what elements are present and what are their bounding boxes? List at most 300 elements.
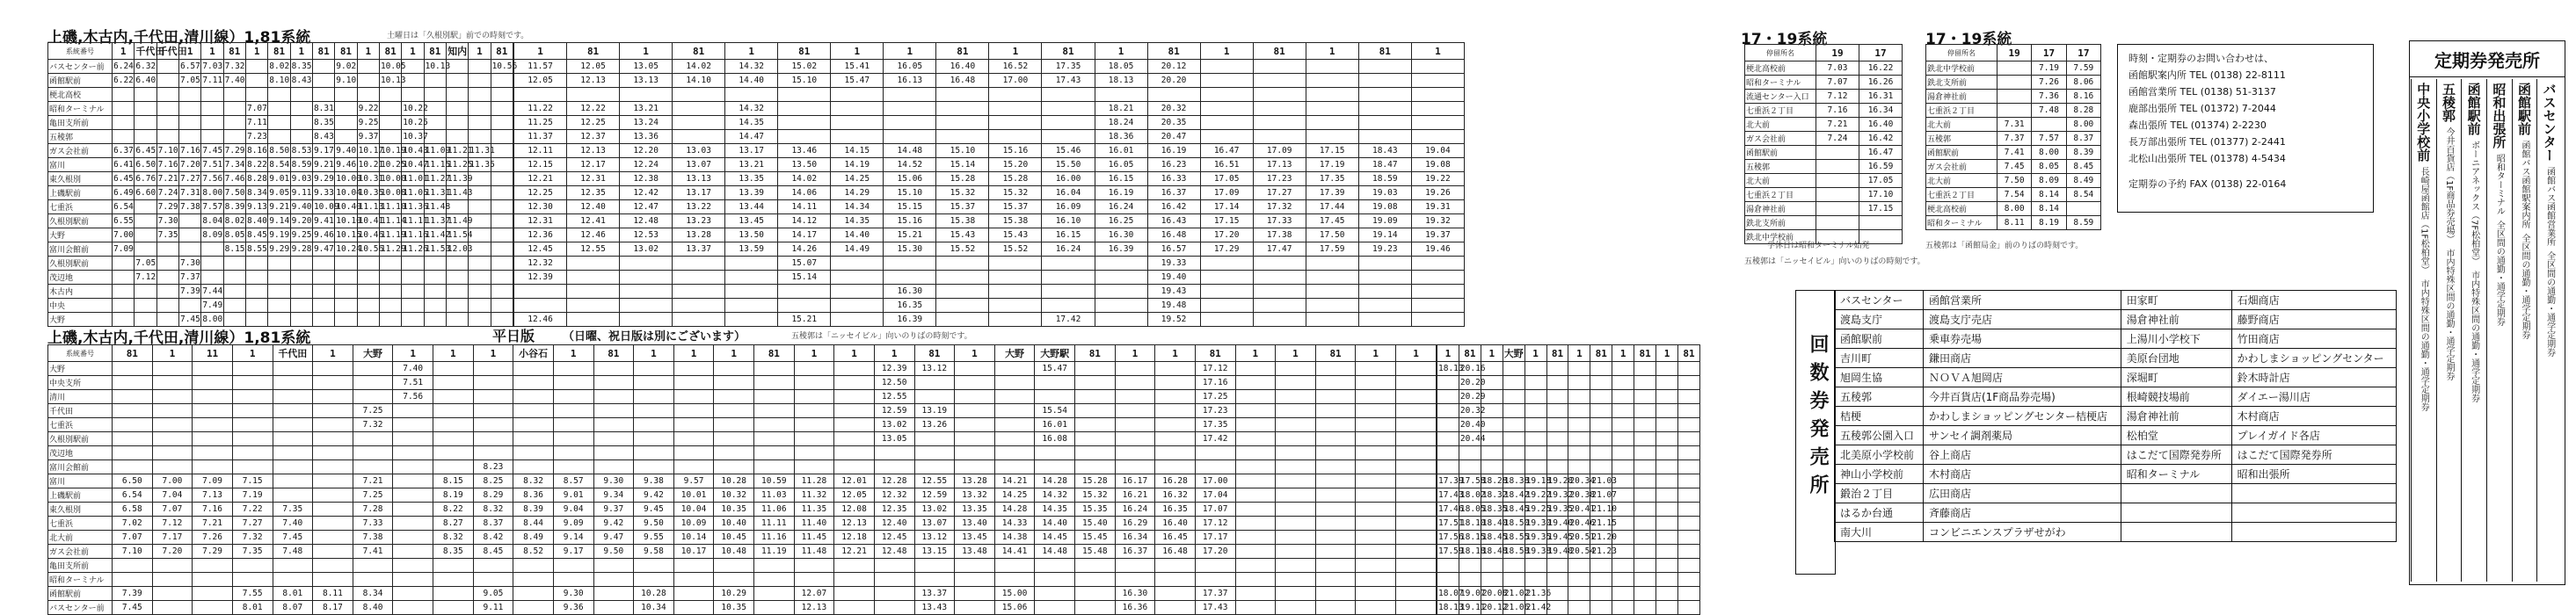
route-header: 千代田 (135, 43, 156, 60)
departure-time: 17.39 (1306, 186, 1358, 200)
departure-time: 11.15 (424, 158, 446, 172)
departure-time (955, 390, 995, 404)
departure-time: 18.47 (1358, 158, 1411, 172)
departure-time (1546, 362, 1568, 376)
departure-time (223, 285, 245, 299)
departure-time (714, 460, 754, 474)
departure-time (402, 299, 424, 313)
departure-time: 13.37 (673, 242, 725, 257)
departure-time: 16.34 (1859, 104, 1903, 118)
route-header: 81 (778, 43, 831, 60)
departure-time (1503, 404, 1524, 418)
departure-time: 7.21 (193, 517, 233, 531)
departure-time: 10.28 (634, 587, 674, 601)
seller-row (1835, 310, 2397, 329)
route-header: 1 (1568, 345, 1590, 362)
route-header: 1 (1396, 345, 1437, 362)
departure-time (1634, 559, 1656, 573)
departure-time (152, 418, 193, 432)
departure-time: 11.21 (446, 144, 468, 158)
seller-name: 乗車券売場 (1923, 329, 2121, 349)
departure-time (634, 418, 674, 432)
departure-time: 7.30 (178, 257, 200, 271)
departure-time (673, 362, 714, 376)
departure-time (620, 271, 673, 285)
departure-time: 9.58 (634, 545, 674, 559)
departure-time: 8.00 (201, 313, 223, 327)
departure-time: 8.40 (353, 601, 393, 615)
route-header: 1 (1524, 345, 1546, 362)
departure-time (113, 362, 153, 376)
departure-time: 15.37 (989, 200, 1042, 214)
departure-time: 12.46 (567, 228, 620, 242)
route-header: 1 (1656, 345, 1678, 362)
departure-time (152, 446, 193, 460)
departure-time (989, 102, 1042, 116)
departure-time: 9.57 (673, 474, 714, 488)
departure-time: 10.00 (335, 172, 357, 186)
departure-time (433, 418, 474, 432)
departure-time (313, 432, 353, 446)
departure-time: 16.33 (1147, 172, 1200, 186)
route-header: 1 (357, 43, 379, 60)
departure-time (1437, 573, 1459, 587)
departure-time: 19.32 (1411, 214, 1464, 228)
departure-time (1612, 601, 1634, 615)
departure-time: 16.24 (1042, 242, 1095, 257)
departure-time (1035, 573, 1075, 587)
departure-time (1235, 446, 1276, 460)
stop-name: 七重浜 (48, 200, 113, 214)
departure-time: 15.47 (831, 74, 884, 88)
departure-time (884, 271, 936, 285)
departure-time: 11.03 (754, 488, 795, 503)
departure-time: 18.50 (1503, 517, 1524, 531)
departure-time (1356, 446, 1396, 460)
table-row (48, 601, 1437, 615)
departure-time: 7.48 (2032, 104, 2066, 118)
departure-time (113, 130, 135, 144)
stop-name: 東久根別 (48, 172, 113, 186)
departure-time (1358, 74, 1411, 88)
table-row (48, 432, 1437, 446)
departure-time: 14.41 (994, 545, 1035, 559)
departure-time (135, 242, 156, 257)
stop-name: 函館駅前 (1926, 146, 1997, 160)
departure-time (1315, 573, 1356, 587)
departure-time: 17.39 (1437, 474, 1459, 488)
departure-time (1396, 531, 1437, 545)
departure-time: 18.18 (1459, 545, 1481, 559)
table-row (1437, 503, 1700, 517)
departure-time: 14.02 (673, 60, 725, 74)
departure-time: 15.52 (989, 242, 1042, 257)
departure-time (1235, 404, 1276, 418)
departure-time: 7.29 (156, 200, 178, 214)
departure-time: 20.12 (1481, 601, 1503, 615)
departure-time: 9.11 (290, 186, 312, 200)
departure-time (1634, 587, 1656, 601)
lower-left-weekday-label: 平日版 (492, 328, 535, 344)
departure-time (273, 488, 313, 503)
departure-time (379, 88, 401, 102)
route-header: 81 (491, 43, 513, 60)
table-row (48, 587, 1437, 601)
route-header: 小谷石 (513, 345, 554, 362)
departure-time (113, 404, 153, 418)
departure-time (955, 362, 995, 376)
departure-time: 14.17 (778, 228, 831, 242)
departure-time: 12.31 (514, 214, 567, 228)
departure-time (232, 446, 273, 460)
departure-time: 12.13 (834, 517, 875, 531)
departure-time (223, 88, 245, 102)
departure-time: 16.42 (1859, 132, 1903, 146)
departure-time (268, 299, 290, 313)
departure-time (1155, 404, 1196, 418)
departure-time (634, 559, 674, 573)
departure-time (1524, 573, 1546, 587)
route-header: 81 (424, 43, 446, 60)
table-row (48, 362, 1437, 376)
departure-time: 10.13 (379, 74, 401, 88)
departure-time: 8.35 (290, 60, 312, 74)
departure-time: 16.31 (1859, 90, 1903, 104)
departure-time (1997, 104, 2032, 118)
departure-time (393, 517, 433, 531)
departure-time: 18.24 (1095, 116, 1147, 130)
departure-time (193, 362, 233, 376)
departure-time: 12.38 (620, 172, 673, 186)
table-row (48, 60, 513, 74)
departure-time: 11.35 (794, 503, 834, 517)
departure-time (1235, 573, 1276, 587)
departure-time (1677, 517, 1699, 531)
departure-time: 19.22 (1524, 488, 1546, 503)
departure-time: 10.25 (402, 116, 424, 130)
departure-time (1356, 418, 1396, 432)
stop-name: 北大前 (1745, 174, 1816, 188)
departure-time (567, 88, 620, 102)
departure-time: 17.05 (1200, 172, 1253, 186)
departure-time (335, 299, 357, 313)
departure-time: 16.52 (989, 60, 1042, 74)
departure-time (393, 460, 433, 474)
table-row (514, 186, 1465, 200)
departure-time (714, 362, 754, 376)
departure-time (1115, 460, 1155, 474)
departure-time: 16.22 (1859, 62, 1903, 76)
departure-time: 11.32 (794, 488, 834, 503)
departure-time (1195, 573, 1235, 587)
departure-time (1656, 517, 1678, 531)
route-header: 千代田 (273, 345, 313, 362)
departure-time: 16.30 (1095, 228, 1147, 242)
departure-time: 10.17 (357, 144, 379, 158)
departure-time (1437, 460, 1459, 474)
departure-time (433, 432, 474, 446)
seller-location: はこだて国際発券所 (2121, 445, 2231, 465)
departure-time (1315, 531, 1356, 545)
departure-time: 20.47 (1147, 130, 1200, 144)
departure-time (1656, 418, 1678, 432)
seller-location: 深堀町 (2121, 368, 2231, 387)
departure-time (113, 573, 153, 587)
departure-time (335, 271, 357, 285)
seller-row (1835, 368, 2397, 387)
departure-time (491, 172, 513, 186)
departure-time (1568, 446, 1590, 460)
departure-time (1358, 102, 1411, 116)
table-row (1437, 474, 1700, 488)
departure-time: 18.35 (1481, 503, 1503, 517)
table-row (514, 271, 1465, 285)
table-row (48, 376, 1437, 390)
departure-time (1590, 418, 1612, 432)
departure-time (1677, 404, 1699, 418)
departure-time: 15.00 (994, 587, 1035, 601)
departure-time (1568, 601, 1590, 615)
departure-time: 16.30 (884, 285, 936, 299)
route-header: 1 (1306, 43, 1358, 60)
departure-time: 11.36 (402, 200, 424, 214)
departure-time: 9.42 (593, 517, 634, 531)
table-row (514, 88, 1465, 102)
departure-time (936, 299, 989, 313)
departure-time (491, 299, 513, 313)
departure-time (673, 116, 725, 130)
departure-time (491, 186, 513, 200)
departure-time (1253, 285, 1306, 299)
seller-name: はこだて国際発券所 (2231, 445, 2396, 465)
departure-time (353, 362, 393, 376)
departure-time (989, 299, 1042, 313)
departure-time: 17.43 (1437, 488, 1459, 503)
departure-time: 7.25 (353, 404, 393, 418)
departure-time: 17.42 (1195, 432, 1235, 446)
departure-time (152, 362, 193, 376)
departure-time: 9.46 (335, 158, 357, 172)
departure-time (469, 60, 491, 74)
departure-time (402, 88, 424, 102)
departure-time (834, 587, 875, 601)
departure-time (1235, 503, 1276, 517)
departure-time (491, 130, 513, 144)
departure-time (1315, 460, 1356, 474)
table-row (48, 299, 513, 313)
departure-time (1276, 559, 1316, 573)
departure-time: 19.38 (1524, 545, 1546, 559)
departure-time (193, 601, 233, 615)
departure-time (193, 446, 233, 460)
departure-time: 15.47 (1035, 362, 1075, 376)
departure-time (491, 74, 513, 88)
departure-time: 9.30 (553, 587, 593, 601)
departure-time (1546, 432, 1568, 446)
departure-time: 10.22 (402, 102, 424, 116)
departure-time (193, 376, 233, 390)
departure-time (273, 376, 313, 390)
departure-time: 10.01 (673, 488, 714, 503)
departure-time (834, 460, 875, 474)
departure-time: 20.44 (1459, 432, 1481, 446)
departure-time (446, 74, 468, 88)
contact-line: 森出張所 TEL (01374) 2-2230 (2128, 119, 2267, 131)
departure-time: 12.35 (874, 503, 914, 517)
departure-time: 20.08 (1481, 587, 1503, 601)
departure-time: 15.37 (936, 200, 989, 214)
coupon-vertical-title: 回数券発売所 (1807, 334, 1829, 503)
departure-time: 12.39 (514, 271, 567, 285)
departure-time (1612, 446, 1634, 460)
departure-time: 12.40 (567, 200, 620, 214)
departure-time (1195, 460, 1235, 474)
departure-time: 20.51 (1568, 531, 1590, 545)
departure-time: 12.15 (514, 158, 567, 172)
departure-time: 18.59 (1358, 172, 1411, 186)
pass-seller-column (2512, 79, 2537, 582)
seller-location: 湯倉神社前 (2121, 407, 2231, 426)
departure-time (1634, 404, 1656, 418)
route17-right-note: 五稜郭は「函館局金」前のりばの時刻です。 (1925, 242, 2084, 250)
table-row (48, 488, 1437, 503)
departure-time (1276, 376, 1316, 390)
route-header: 1 (514, 43, 567, 60)
stop-name: 亀田支所前 (48, 116, 113, 130)
route-header: 1 (1115, 345, 1155, 362)
departure-time: 17.12 (1195, 362, 1235, 376)
route-header: 81 (223, 43, 245, 60)
departure-time: 16.39 (1095, 242, 1147, 257)
table-row (1926, 146, 2101, 160)
route-header: 1 (874, 345, 914, 362)
departure-time (1816, 202, 1859, 216)
departure-time: 9.09 (553, 517, 593, 531)
departure-time: 12.59 (874, 404, 914, 418)
departure-time: 11.35 (469, 158, 491, 172)
stop-name: 北大前 (48, 531, 113, 545)
departure-time: 7.56 (393, 390, 433, 404)
departure-time (884, 102, 936, 116)
seller-name: 谷上商店 (1923, 445, 2121, 465)
departure-time (379, 313, 401, 327)
departure-time: 9.19 (268, 228, 290, 242)
departure-time: 8.11 (313, 587, 353, 601)
departure-time (1503, 573, 1524, 587)
departure-time (1253, 313, 1306, 327)
departure-time: 19.45 (1546, 531, 1568, 545)
departure-time (152, 460, 193, 474)
stop-name: 七重浜 (48, 418, 113, 432)
departure-time (714, 559, 754, 573)
departure-time (335, 130, 357, 144)
departure-time (778, 130, 831, 144)
departure-time: 11.27 (424, 172, 446, 186)
departure-time: 7.40 (223, 74, 245, 88)
departure-time (1200, 116, 1253, 130)
departure-time (469, 74, 491, 88)
departure-time (1035, 390, 1075, 404)
departure-time (1235, 390, 1276, 404)
departure-time: 17.23 (1253, 172, 1306, 186)
stop-name: 鉄北支所前 (1926, 76, 1997, 90)
departure-time: 9.13 (245, 200, 267, 214)
departure-time (1634, 531, 1656, 545)
departure-time (491, 228, 513, 242)
departure-time (936, 313, 989, 327)
departure-time: 14.35 (725, 116, 778, 130)
departure-time: 18.15 (1459, 531, 1481, 545)
upper-middle-timetable (513, 42, 1465, 327)
departure-time: 8.02 (223, 214, 245, 228)
table-row (1437, 432, 1700, 446)
departure-time: 13.43 (914, 601, 955, 615)
departure-time: 7.16 (1816, 104, 1859, 118)
departure-time (1568, 404, 1590, 418)
table-row (1745, 62, 1903, 76)
route-header: 81 (1590, 345, 1612, 362)
route-header: 1 (831, 43, 884, 60)
departure-time: 14.19 (831, 158, 884, 172)
departure-time (914, 573, 955, 587)
route-header: 81 (673, 43, 725, 60)
departure-time (379, 271, 401, 285)
departure-time (1356, 545, 1396, 559)
departure-time (1042, 257, 1095, 271)
departure-time (1612, 587, 1634, 601)
departure-time (1656, 460, 1678, 474)
departure-time: 6.60 (135, 186, 156, 200)
seller-name (2231, 503, 2396, 523)
departure-time (433, 362, 474, 376)
table-row (1437, 587, 1700, 601)
departure-time (1276, 587, 1316, 601)
departure-time (593, 460, 634, 474)
table-row (1926, 76, 2101, 90)
departure-time (1590, 601, 1612, 615)
departure-time: 17.12 (1195, 517, 1235, 531)
departure-time: 7.15 (232, 474, 273, 488)
departure-time (754, 376, 795, 390)
departure-time (1524, 446, 1546, 460)
departure-time (152, 601, 193, 615)
departure-time: 13.59 (725, 242, 778, 257)
departure-time (831, 102, 884, 116)
route-header: 1 (989, 43, 1042, 60)
departure-time: 17.15 (1859, 202, 1903, 216)
departure-time: 12.05 (567, 60, 620, 74)
departure-time (268, 257, 290, 271)
departure-time: 10.04 (673, 503, 714, 517)
departure-time: 6.24 (113, 60, 135, 74)
departure-time: 15.32 (1075, 488, 1116, 503)
departure-time (379, 102, 401, 116)
departure-time: 17.37 (1195, 587, 1235, 601)
departure-time (469, 116, 491, 130)
departure-time (312, 257, 334, 271)
departure-time: 12.05 (834, 488, 875, 503)
departure-time: 15.46 (1042, 144, 1095, 158)
departure-time: 11.11 (402, 214, 424, 228)
departure-time (1634, 488, 1656, 503)
departure-time (1315, 432, 1356, 446)
departure-time: 13.23 (673, 214, 725, 228)
route-header: 81 (312, 43, 334, 60)
departure-time (1612, 573, 1634, 587)
departure-time: 10.47 (402, 158, 424, 172)
departure-time (794, 573, 834, 587)
departure-time: 7.25 (353, 488, 393, 503)
